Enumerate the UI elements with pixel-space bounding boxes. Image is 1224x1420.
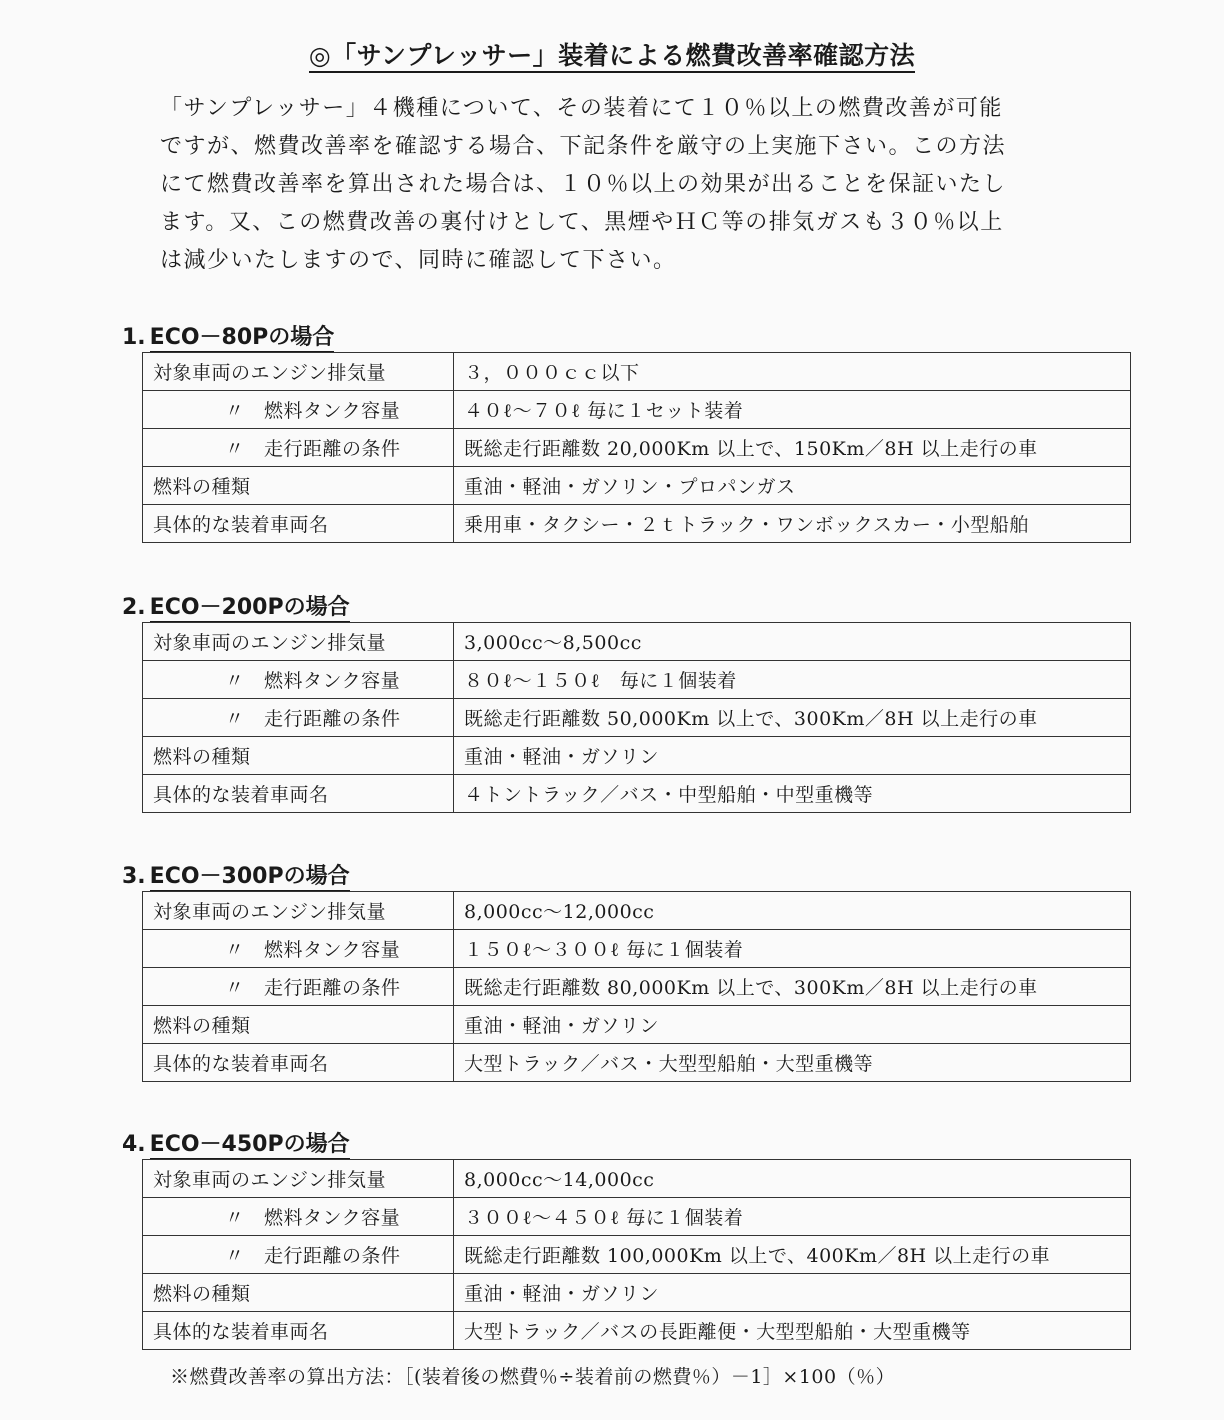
row-label: 具体的な装着車両名: [143, 505, 454, 543]
table-row: [143, 968, 1131, 1006]
row-value: 既総走行距離数 50,000Km 以上で、300Km／8H 以上走行の車: [454, 699, 1131, 737]
table-row: [143, 737, 1131, 775]
row-label: 燃料の種類: [143, 737, 454, 775]
row-label: 燃料の種類: [143, 1006, 454, 1044]
row-label: 具体的な装着車両名: [143, 1312, 454, 1350]
row-label: 具体的な装着車両名: [143, 775, 454, 813]
intro-line: ですが、燃費改善率を確認する場合、下記条件を厳守の上実施下さい。この方法: [160, 134, 1007, 159]
intro-paragraph: [160, 90, 1080, 280]
row-value: 大型トラック／バス・大型型船舶・大型重機等: [454, 1044, 1131, 1082]
row-label: 燃料の種類: [143, 467, 454, 505]
page-title: [0, 36, 1224, 72]
row-label: 具体的な装着車両名: [143, 1044, 454, 1082]
row-label: 〃 燃料タンク容量: [143, 661, 454, 699]
row-value: 重油・軽油・ガソリン: [454, 1274, 1131, 1312]
table-row: [143, 505, 1131, 543]
table-row: [143, 391, 1131, 429]
row-label: 対象車両のエンジン排気量: [143, 353, 454, 391]
section-heading-eco-200p: [122, 590, 350, 621]
table-row: [143, 1044, 1131, 1082]
table-row: [143, 892, 1131, 930]
section-heading-eco-80p: [122, 320, 334, 351]
row-value: ４０ℓ～７０ℓ 毎に１セット装着: [454, 391, 1131, 429]
row-value: 3,000cc～8,500cc: [454, 623, 1131, 661]
spec-table-eco-80p: [142, 352, 1131, 543]
table-row: [143, 353, 1131, 391]
section-title: ECO－450Pの場合: [150, 1132, 350, 1160]
table-row: [143, 661, 1131, 699]
row-value: 既総走行距離数 80,000Km 以上で、300Km／8H 以上走行の車: [454, 968, 1131, 1006]
table-row: [143, 930, 1131, 968]
row-value: 大型トラック／バスの長距離便・大型型船舶・大型重機等: [454, 1312, 1131, 1350]
row-value: １５０ℓ～３００ℓ 毎に１個装着: [454, 930, 1131, 968]
row-label: 〃 燃料タンク容量: [143, 930, 454, 968]
table-row: [143, 623, 1131, 661]
spec-table-eco-450p: [142, 1159, 1131, 1350]
section-title: ECO－300Pの場合: [150, 864, 350, 892]
row-label: 〃 燃料タンク容量: [143, 391, 454, 429]
row-value: 重油・軽油・ガソリン: [454, 737, 1131, 775]
row-label: 〃 燃料タンク容量: [143, 1198, 454, 1236]
section-heading-eco-300p: [122, 859, 350, 890]
section-number: 1.: [122, 325, 146, 350]
table-row: [143, 1198, 1131, 1236]
table-row: [143, 1160, 1131, 1198]
row-label: 対象車両のエンジン排気量: [143, 1160, 454, 1198]
section-number: 4.: [122, 1132, 146, 1157]
page-title-text: ◎「サンプレッサー」装着による燃費改善率確認方法: [309, 41, 915, 73]
row-label: 〃 走行距離の条件: [143, 968, 454, 1006]
row-value: 8,000cc～14,000cc: [454, 1160, 1131, 1198]
row-value: ３，０００ｃｃ以下: [454, 353, 1131, 391]
row-value: 重油・軽油・ガソリン・プロパンガス: [454, 467, 1131, 505]
section-number: 2.: [122, 595, 146, 620]
row-value: ４トントラック／バス・中型船舶・中型重機等: [454, 775, 1131, 813]
table-row: [143, 467, 1131, 505]
row-label: 対象車両のエンジン排気量: [143, 623, 454, 661]
table-row: [143, 699, 1131, 737]
intro-line: ます。又、この燃費改善の裏付けとして、黒煙やＨＣ等の排気ガスも３０％以上: [160, 210, 1004, 235]
row-value: 既総走行距離数 100,000Km 以上で、400Km／8H 以上走行の車: [454, 1236, 1131, 1274]
section-title: ECO－200Pの場合: [150, 595, 350, 623]
table-row: [143, 775, 1131, 813]
row-value: 既総走行距離数 20,000Km 以上で、150Km／8H 以上走行の車: [454, 429, 1131, 467]
row-label: 〃 走行距離の条件: [143, 699, 454, 737]
calculation-footnote: ※燃費改善率の算出方法：［(装着後の燃費％÷装着前の燃費％）－1］×100（％）: [170, 1366, 896, 1388]
row-label: 〃 走行距離の条件: [143, 429, 454, 467]
intro-line: は減少いたしますので、同時に確認して下さい。: [160, 248, 677, 273]
table-row: [143, 1236, 1131, 1274]
row-value: ３００ℓ～４５０ℓ 毎に１個装着: [454, 1198, 1131, 1236]
section-number: 3.: [122, 864, 146, 889]
row-value: 乗用車・タクシー・２ｔトラック・ワンボックスカー・小型船舶: [454, 505, 1131, 543]
table-row: [143, 1312, 1131, 1350]
spec-table-eco-200p: [142, 622, 1131, 813]
table-row: [143, 429, 1131, 467]
row-label: 〃 走行距離の条件: [143, 1236, 454, 1274]
intro-line: 「サンプレッサー」４機種について、その装着にて１０％以上の燃費改善が可能: [160, 96, 1003, 121]
section-heading-eco-450p: [122, 1127, 350, 1158]
table-row: [143, 1274, 1131, 1312]
row-label: 対象車両のエンジン排気量: [143, 892, 454, 930]
row-value: 8,000cc～12,000cc: [454, 892, 1131, 930]
row-value: 重油・軽油・ガソリン: [454, 1006, 1131, 1044]
row-value: ８０ℓ～１５０ℓ 毎に１個装着: [454, 661, 1131, 699]
row-label: 燃料の種類: [143, 1274, 454, 1312]
section-title: ECO－80Pの場合: [150, 325, 335, 353]
intro-line: にて燃費改善率を算出された場合は、１０％以上の効果が出ることを保証いたし: [160, 172, 1007, 197]
spec-table-eco-300p: [142, 891, 1131, 1082]
table-row: [143, 1006, 1131, 1044]
